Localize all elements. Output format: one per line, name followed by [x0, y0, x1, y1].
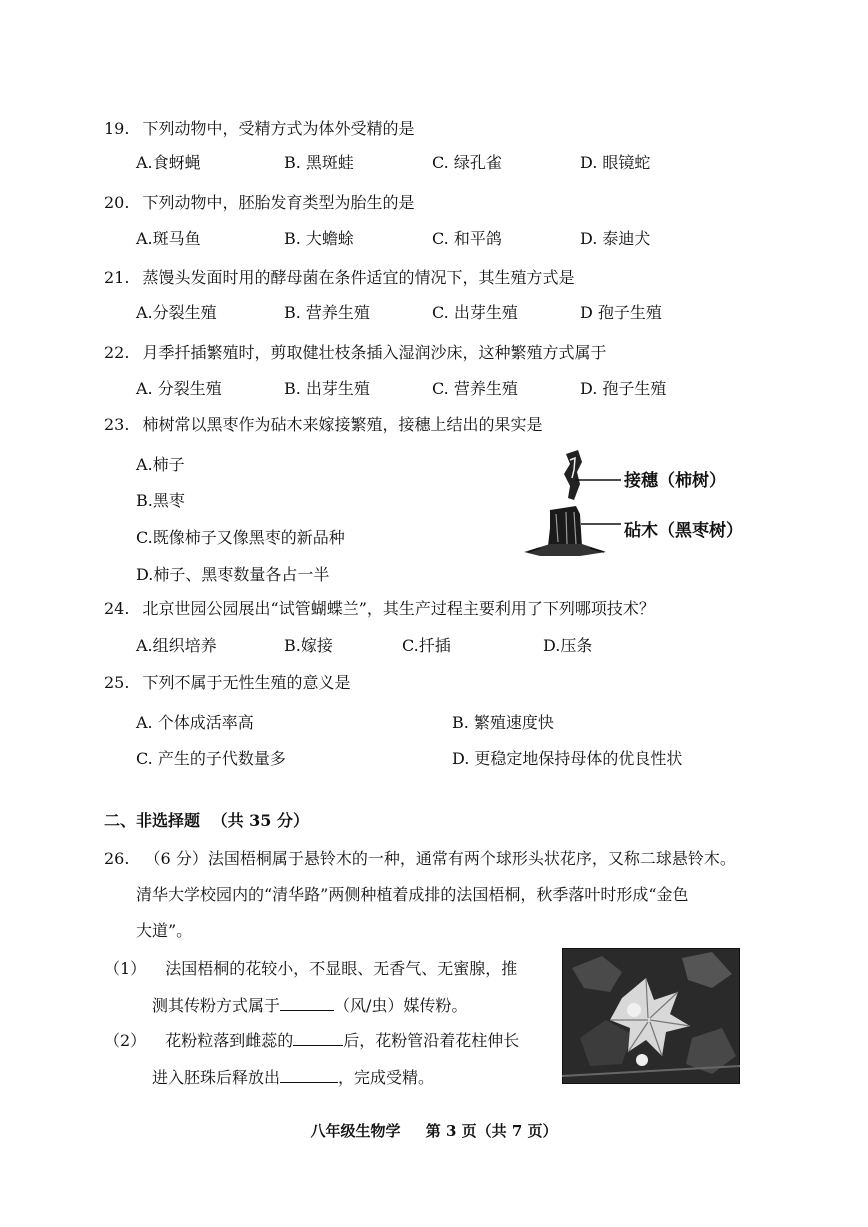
- question-text: 蒸馒头发面时用的酵母菌在条件适宜的情况下，其生殖方式是: [142, 268, 575, 287]
- question-number: 20.: [104, 193, 130, 212]
- question-25-stem: [104, 672, 351, 694]
- plane-tree-photo: [562, 948, 740, 1084]
- q24-option-c: C.扦插: [402, 636, 451, 655]
- question-number: 23.: [104, 415, 130, 434]
- q22-option-b: B. 出芽生殖: [284, 379, 370, 398]
- q26-sub2-line2: [152, 1067, 434, 1089]
- sub-question-text: ，完成受精。: [338, 1068, 435, 1087]
- sub-question-text: （风/虫）媒传粉。: [334, 996, 468, 1015]
- scion-label: 接穗（柿树）: [624, 471, 726, 491]
- question-26-intro-line2: 清华大学校园内的“清华路”两侧种植着成排的法国梧桐，秋季落叶时形成“金色: [136, 885, 689, 904]
- q23-option-a: A.柿子: [136, 455, 185, 474]
- question-number: 24.: [104, 599, 130, 618]
- q23-option-b: B.黑枣: [136, 491, 185, 510]
- q24-option-d: D.压条: [543, 636, 593, 655]
- question-number: 21.: [104, 268, 130, 287]
- q26-sub1-line2: [152, 995, 467, 1017]
- q19-option-a: A.食蚜蝇: [136, 153, 201, 172]
- q22-option-d: D. 孢子生殖: [580, 379, 667, 398]
- sub-question-number: （2）: [104, 1031, 147, 1050]
- q19-option-b: B. 黑斑蛙: [284, 153, 354, 172]
- question-20-stem: [104, 192, 415, 214]
- q22-option-c: C. 营养生殖: [432, 379, 518, 398]
- sub-question-number: （1）: [104, 959, 147, 978]
- q26-sub1-line1: [104, 958, 517, 980]
- q20-option-d: D. 泰迪犬: [580, 229, 651, 248]
- flower-ball: [636, 1054, 648, 1066]
- question-number: 22.: [104, 343, 130, 362]
- rootstock-label: 砧木（黑枣树）: [624, 521, 743, 541]
- sub-question-text: 法国梧桐的花较小，不显眼、无香气、无蜜腺，推: [165, 959, 518, 978]
- footer-page-number: 第 3 页（共 7 页）: [425, 1122, 558, 1140]
- footer-subject: 八年级生物学: [310, 1122, 401, 1140]
- q25-option-a: A. 个体成活率高: [136, 713, 254, 732]
- question-text: （6 分）法国梧桐属于悬铃木的一种，通常有两个球形头状花序，又称二球悬铃木。: [144, 849, 736, 868]
- question-21-stem: [104, 267, 575, 289]
- q23-option-d: D.柿子、黑枣数量各占一半: [136, 565, 330, 584]
- q21-option-d: D 孢子生殖: [580, 303, 662, 322]
- sub-question-text: 进入胚珠后释放出: [152, 1068, 281, 1087]
- question-text: 下列不属于无性生殖的意义是: [142, 673, 351, 692]
- section-points: （共 35 分）: [211, 811, 310, 830]
- sub-question-text: 后，花粉管沿着花柱伸长: [343, 1031, 520, 1050]
- question-text: 下列动物中，受精方式为体外受精的是: [142, 119, 415, 138]
- question-22-stem: [104, 342, 607, 364]
- q19-option-c: C. 绿孔雀: [432, 153, 502, 172]
- question-26-intro-line1: [104, 848, 736, 870]
- page-footer: [0, 1120, 868, 1141]
- question-19-stem: [104, 118, 415, 140]
- figure-leader-lines: [575, 470, 625, 530]
- section-heading: [104, 810, 309, 832]
- q21-option-b: B. 营养生殖: [284, 303, 370, 322]
- q20-option-c: C. 和平鸽: [432, 229, 502, 248]
- sub-question-text: 测其传粉方式属于: [152, 996, 281, 1015]
- question-text: 柿树常以黑枣作为砧木来嫁接繁殖，接穗上结出的果实是: [142, 415, 543, 434]
- question-26-intro-line3: 大道”。: [136, 921, 193, 940]
- question-text: 下列动物中，胚胎发育类型为胎生的是: [142, 193, 415, 212]
- q23-option-c: C.既像柿子又像黑枣的新品种: [136, 528, 345, 547]
- q20-option-a: A.斑马鱼: [136, 229, 201, 248]
- question-text: 北京世园公园展出“试管蝴蝶兰”，其生产过程主要利用了下列哪项技术？: [142, 599, 655, 618]
- q25-option-d: D. 更稳定地保持母体的优良性状: [452, 749, 683, 768]
- answer-blank[interactable]: [293, 1031, 343, 1046]
- q22-option-a: A. 分裂生殖: [136, 379, 222, 398]
- q21-option-a: A.分裂生殖: [136, 303, 217, 322]
- answer-blank[interactable]: [280, 996, 334, 1011]
- q25-option-c: C. 产生的子代数量多: [136, 749, 286, 768]
- answer-blank[interactable]: [280, 1068, 338, 1083]
- question-number: 25.: [104, 673, 130, 692]
- question-23-stem: [104, 414, 543, 436]
- flower-ball: [627, 1003, 641, 1017]
- q24-option-b: B.嫁接: [284, 636, 333, 655]
- question-text: 月季扦插繁殖时，剪取健壮枝条插入湿润沙床，这种繁殖方式属于: [142, 343, 607, 362]
- q26-sub2-line1: [104, 1030, 519, 1052]
- sub-question-text: 花粉粒落到雌蕊的: [165, 1031, 294, 1050]
- section-title: 二、非选择题: [104, 811, 201, 830]
- question-number: 26.: [104, 849, 130, 868]
- q19-option-d: D. 眼镜蛇: [580, 153, 651, 172]
- q25-option-b: B. 繁殖速度快: [452, 713, 554, 732]
- q21-option-c: C. 出芽生殖: [432, 303, 518, 322]
- q20-option-b: B. 大蟾蜍: [284, 229, 354, 248]
- question-24-stem: [104, 598, 655, 620]
- q24-option-a: A.组织培养: [136, 636, 217, 655]
- question-number: 19.: [104, 119, 130, 138]
